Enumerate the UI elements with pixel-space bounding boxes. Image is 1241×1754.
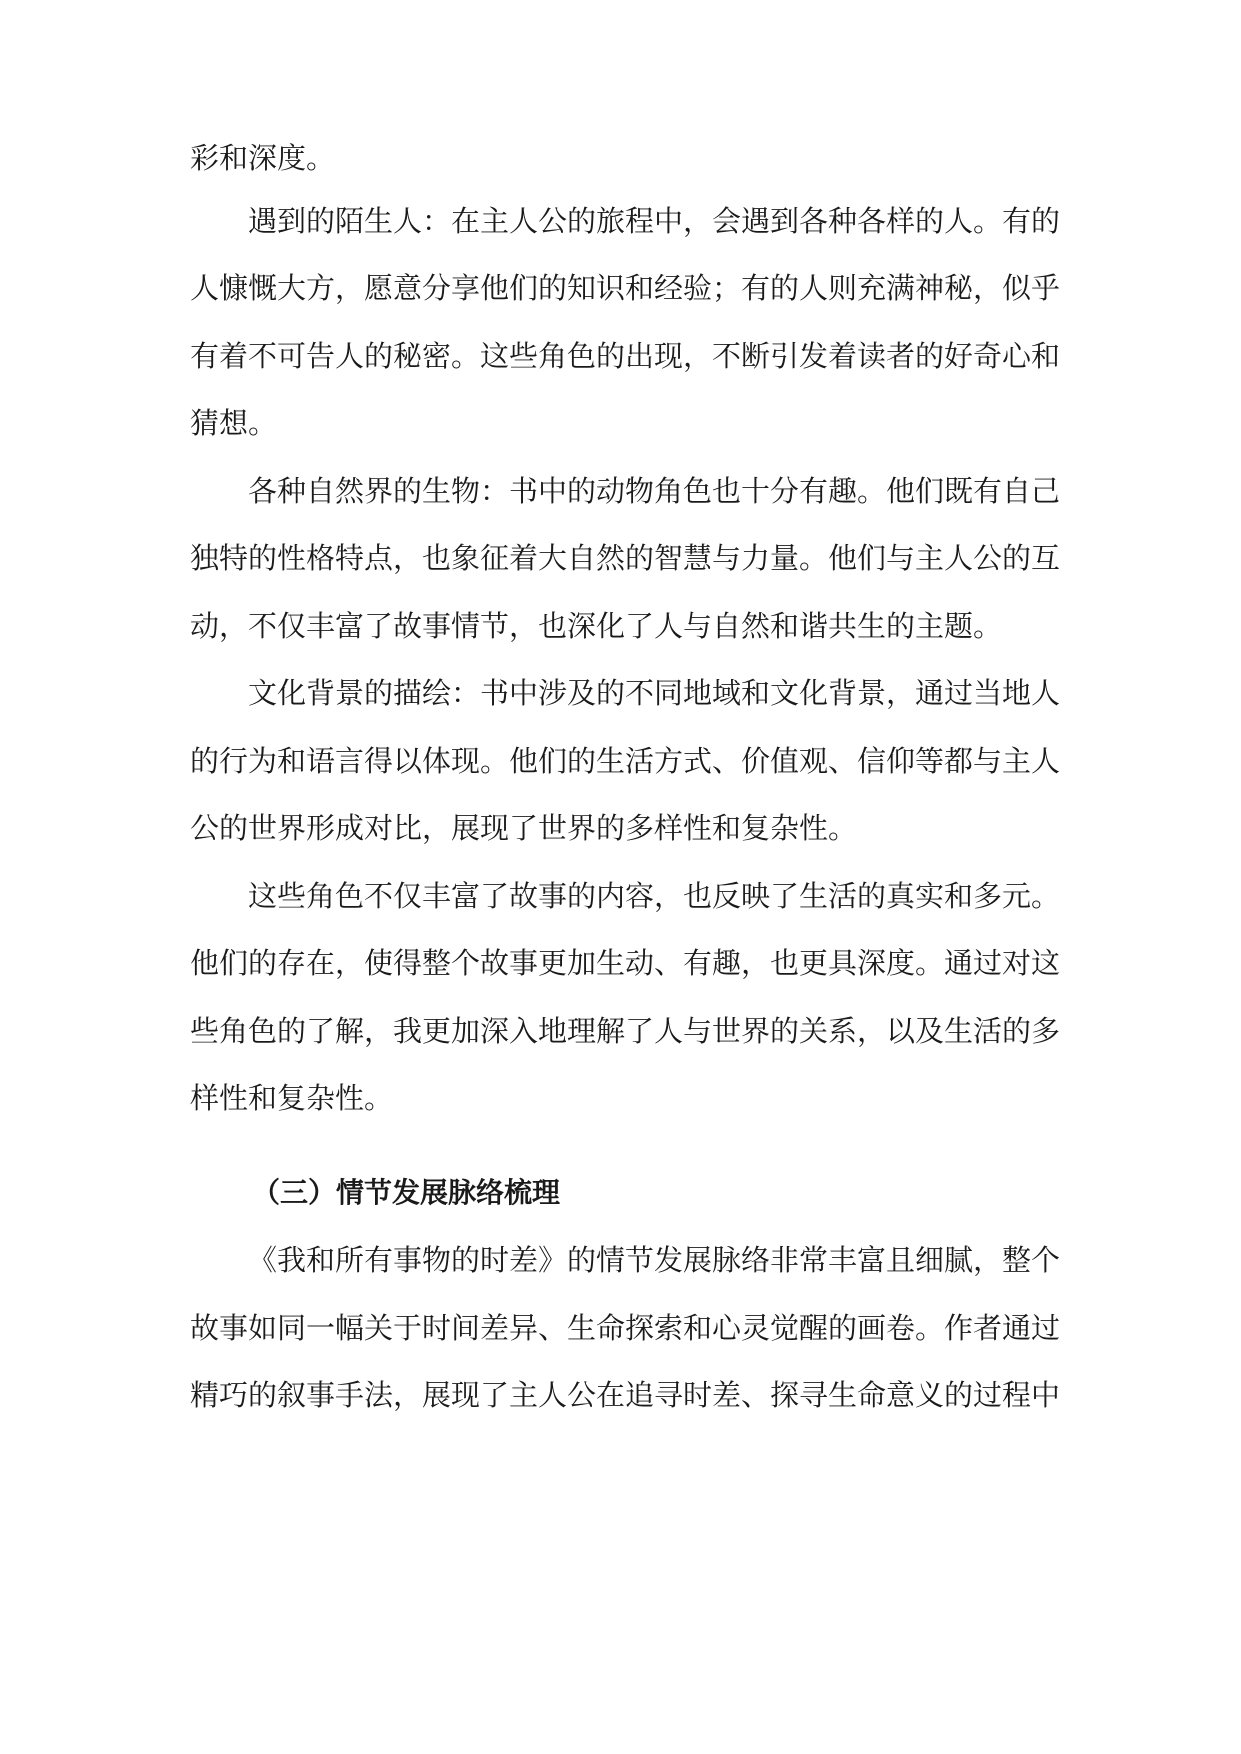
text-line: 《我和所有事物的时差》的情节发展脉络非常丰富且细腻，整个 <box>248 1243 1061 1277</box>
text-line: 独特的性格特点，也象征着大自然的智慧与力量。他们与主人公的互 <box>190 541 1061 575</box>
text-line: 有着不可告人的秘密。这些角色的出现，不断引发着读者的好奇心和 <box>190 339 1061 373</box>
text-line: 动，不仅丰富了故事情节，也深化了人与自然和谐共生的主题。 <box>190 609 1003 643</box>
text-line: 文化背景的描绘：书中涉及的不同地域和文化背景，通过当地人 <box>248 676 1061 710</box>
text-line: 彩和深度。 <box>190 141 336 175</box>
text-line: 各种自然界的生物：书中的动物角色也十分有趣。他们既有自己 <box>248 474 1061 508</box>
text-line: 精巧的叙事手法，展现了主人公在追寻时差、探寻生命意义的过程中 <box>190 1378 1061 1412</box>
text-line: 故事如同一幅关于时间差异、生命探索和心灵觉醒的画卷。作者通过 <box>190 1311 1061 1345</box>
text-line: 样性和复杂性。 <box>190 1081 394 1115</box>
text-line: 的行为和语言得以体现。他们的生活方式、价值观、信仰等都与主人 <box>190 744 1061 778</box>
text-line: 他们的存在，使得整个故事更加生动、有趣，也更具深度。通过对这 <box>190 946 1061 980</box>
text-line: 这些角色不仅丰富了故事的内容，也反映了生活的真实和多元。 <box>248 879 1061 913</box>
text-line: 些角色的了解，我更加深入地理解了人与世界的关系，以及生活的多 <box>190 1014 1061 1048</box>
text-line: 公的世界形成对比，展现了世界的多样性和复杂性。 <box>190 811 858 845</box>
section-heading: （三）情节发展脉络梳理 <box>252 1176 561 1209</box>
text-line: 猜想。 <box>190 406 278 440</box>
text-line: 遇到的陌生人：在主人公的旅程中，会遇到各种各样的人。有的 <box>248 204 1061 238</box>
text-line: 人慷慨大方，愿意分享他们的知识和经验；有的人则充满神秘，似乎 <box>190 271 1061 305</box>
